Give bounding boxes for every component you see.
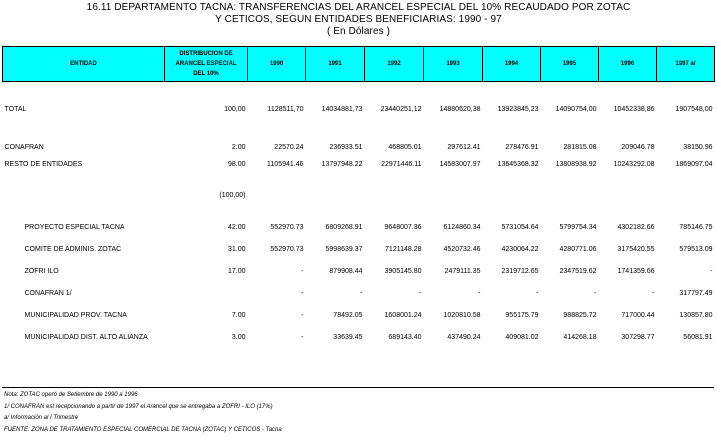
row-value: - bbox=[301, 290, 304, 297]
row-value: 130857.80 bbox=[679, 312, 713, 319]
row-value: 14880620,38 bbox=[439, 105, 481, 113]
table-row-subtotal bbox=[3, 174, 715, 217]
row-value: 13797948.22 bbox=[321, 161, 363, 168]
row-value: 579513.09 bbox=[679, 246, 713, 253]
row-value: 10243292.08 bbox=[613, 161, 655, 168]
row-label: MUNICIPALIDAD PROV. TACNA bbox=[24, 312, 127, 319]
row-value: 988825.72 bbox=[563, 312, 597, 319]
row-value: 38150.96 bbox=[683, 144, 713, 151]
row-distribution: 7.00 bbox=[231, 312, 246, 319]
row-value: 409081.02 bbox=[505, 334, 539, 341]
row-value: 879908.44 bbox=[329, 268, 363, 275]
row-value: 4280771.06 bbox=[559, 246, 597, 253]
table-row-zofri bbox=[3, 261, 715, 283]
row-value: 437490.24 bbox=[447, 334, 481, 341]
row-value: 552970.73 bbox=[270, 224, 304, 231]
row-value: 78492.05 bbox=[333, 312, 363, 319]
row-value: 56081.91 bbox=[683, 334, 713, 341]
row-value: 13808938.92 bbox=[555, 161, 597, 168]
row-value: 2319712.65 bbox=[501, 268, 539, 275]
table-row-proyecto bbox=[3, 217, 715, 239]
header-row bbox=[3, 47, 715, 82]
row-value: - bbox=[478, 290, 481, 297]
row-value: 468805.01 bbox=[388, 144, 422, 151]
row-value: 14090754,00 bbox=[555, 105, 597, 113]
row-value bbox=[365, 174, 424, 217]
row-value: 13923845,23 bbox=[497, 105, 539, 113]
row-label: CONAFRAN 1/ bbox=[24, 290, 72, 297]
note-trimestre: a/ Información al I Trimestre bbox=[4, 415, 79, 421]
row-value bbox=[483, 174, 541, 217]
row-value: - bbox=[301, 334, 304, 341]
row-value: 236933.51 bbox=[329, 144, 363, 151]
row-value: 4230064.22 bbox=[501, 246, 539, 253]
header-year: 1991 bbox=[306, 47, 365, 82]
row-distribution bbox=[165, 283, 248, 305]
row-value: - bbox=[710, 268, 713, 275]
row-value bbox=[306, 174, 365, 217]
row-value: 1608001.24 bbox=[384, 312, 422, 319]
row-distribution: 3.00 bbox=[231, 334, 246, 341]
row-value: 14583007.97 bbox=[439, 161, 481, 168]
row-value: 281815.08 bbox=[563, 144, 597, 151]
spacer-cell bbox=[3, 127, 715, 140]
header-year: 1994 bbox=[483, 47, 541, 82]
spacer-row bbox=[3, 82, 715, 92]
table-units: ( En Dólares ) bbox=[326, 26, 391, 37]
row-value: 552970.73 bbox=[270, 246, 304, 253]
row-value: 1741359.66 bbox=[617, 268, 655, 275]
row-value: - bbox=[360, 290, 363, 297]
row-value: 3905145.80 bbox=[384, 268, 422, 275]
row-distribution: 98.00 bbox=[227, 161, 246, 168]
row-value: - bbox=[419, 290, 422, 297]
row-value: - bbox=[536, 290, 539, 297]
note-conafran: 1/ CONAFRAN est recepcionando a partir de 1997 el Arancel que se entregaba a ZOFRI - ILO (17%) bbox=[4, 403, 273, 410]
row-value: 1128511,70 bbox=[267, 105, 304, 113]
header-year: 1992 bbox=[365, 47, 424, 82]
row-label: MUNICIPALIDAD DIST. ALTO ALIANZA bbox=[24, 334, 148, 341]
header-dist-line1: DISTRIBUCION DE bbox=[179, 51, 233, 57]
row-label: CONAFRAN bbox=[4, 144, 44, 151]
row-label: TOTAL bbox=[4, 105, 27, 113]
table-title: 16.11 DEPARTAMENTO TACNA: TRANSFERENCIAS DEL ARANCEL ESPECIAL DEL 10% RECAUDADO POR ZOTAC bbox=[86, 2, 631, 13]
spacer-row bbox=[3, 127, 715, 140]
header-dist-line3: DEL 10% bbox=[193, 71, 219, 77]
row-value: 5799754.34 bbox=[559, 224, 597, 231]
row-value: 22570.24 bbox=[274, 144, 304, 151]
row-value: 33639.45 bbox=[333, 334, 363, 341]
row-label: ZOFRI ILO bbox=[24, 268, 59, 275]
header-year: 1996 bbox=[599, 47, 657, 82]
row-value: 9648007.36 bbox=[384, 224, 422, 231]
table-row-munidist bbox=[3, 327, 715, 349]
row-value: 1020810.58 bbox=[443, 312, 481, 319]
header-year: 1990 bbox=[248, 47, 306, 82]
row-value: 317797.49 bbox=[679, 290, 713, 297]
row-distribution: 31.00 bbox=[227, 246, 246, 253]
row-distribution: 2.00 bbox=[231, 144, 246, 151]
row-value: 955175.79 bbox=[505, 312, 539, 319]
row-value: 10452338,86 bbox=[613, 105, 655, 113]
row-value: 1907548,00 bbox=[675, 105, 713, 113]
table-subtitle: Y CETICOS, SEGUN ENTIDADES BENEFICIARIAS: 1990 - 97 bbox=[215, 14, 502, 25]
row-value: 297612.41 bbox=[447, 144, 481, 151]
row-value: 2479111.35 bbox=[444, 268, 481, 275]
row-value: 717000.44 bbox=[621, 312, 655, 319]
row-value: 2347519.62 bbox=[559, 268, 597, 275]
row-value: 785146.75 bbox=[679, 224, 713, 231]
row-label: RESTO DE ENTIDADES bbox=[4, 161, 83, 168]
row-value: 4520732.46 bbox=[443, 246, 481, 253]
row-value bbox=[541, 174, 599, 217]
row-value: 689143.40 bbox=[388, 334, 422, 341]
row-value bbox=[657, 174, 715, 217]
row-value: - bbox=[301, 268, 304, 275]
row-value bbox=[424, 174, 483, 217]
row-value: 5998639.37 bbox=[325, 246, 363, 253]
row-value: 1105941.46 bbox=[267, 161, 304, 168]
footnotes bbox=[4, 390, 282, 436]
row-value bbox=[248, 174, 306, 217]
row-label: COMITE DE ADMINIS. ZOTAC bbox=[24, 246, 122, 253]
row-value: 14034881,73 bbox=[321, 105, 363, 113]
table-row-resto bbox=[3, 156, 715, 174]
row-value: 22971446.11 bbox=[381, 161, 422, 168]
row-value: 3175420.55 bbox=[617, 246, 655, 253]
row-value: 6124860.34 bbox=[443, 224, 481, 231]
header-year: 1997 a/ bbox=[657, 47, 715, 82]
spacer-cell bbox=[3, 82, 715, 92]
header-dist-line2: ARANCEL ESPECIAL bbox=[175, 61, 237, 67]
table-row-conafran1 bbox=[3, 283, 715, 305]
row-value: 414268.18 bbox=[563, 334, 597, 341]
table-row-comite bbox=[3, 239, 715, 261]
header-entidad: ENTIDAD bbox=[3, 47, 165, 82]
header-year: 1995 bbox=[541, 47, 599, 82]
row-value: 13645368.32 bbox=[497, 161, 539, 168]
row-distribution: 17.00 bbox=[227, 268, 246, 275]
note-fuente: FUENTE: ZONA DE TRATAMIENTO ESPECIAL COMERCIAL DE TACNA (ZOTAC) Y CETICOS - Tacna bbox=[4, 426, 282, 433]
row-label: PROYECTO ESPECIAL TACNA bbox=[24, 224, 125, 231]
row-value bbox=[599, 174, 657, 217]
row-label bbox=[3, 174, 165, 217]
row-value: 7121148.28 bbox=[385, 246, 422, 253]
row-value: 6809268.91 bbox=[325, 224, 363, 231]
table-row-muniprov bbox=[3, 305, 715, 327]
row-value: 278476.91 bbox=[505, 144, 539, 151]
row-value: - bbox=[594, 290, 597, 297]
transfers-table bbox=[2, 46, 715, 349]
row-value: - bbox=[652, 290, 655, 297]
row-value: 23440251,12 bbox=[380, 105, 422, 113]
row-value: 1869097.04 bbox=[675, 161, 713, 168]
row-distribution: (100,00) bbox=[219, 191, 246, 199]
row-value: 307298.77 bbox=[621, 334, 655, 341]
row-value: 209046.78 bbox=[621, 144, 655, 151]
header-distribucion bbox=[165, 47, 248, 82]
row-value: 5731054.64 bbox=[501, 224, 539, 231]
row-distribution: 42.00 bbox=[227, 224, 246, 231]
note-zotac: Nota: ZOTAC operó de Setiembre de 1990 a 1996 bbox=[4, 392, 138, 398]
row-value: 4302182.66 bbox=[617, 224, 655, 231]
row-value: - bbox=[301, 312, 304, 319]
row-distribution: 100,00 bbox=[224, 105, 246, 113]
header-year: 1993 bbox=[424, 47, 483, 82]
table-row-total bbox=[3, 92, 715, 127]
table-bottom-rule bbox=[2, 387, 714, 388]
table-row-conafran bbox=[3, 140, 715, 156]
